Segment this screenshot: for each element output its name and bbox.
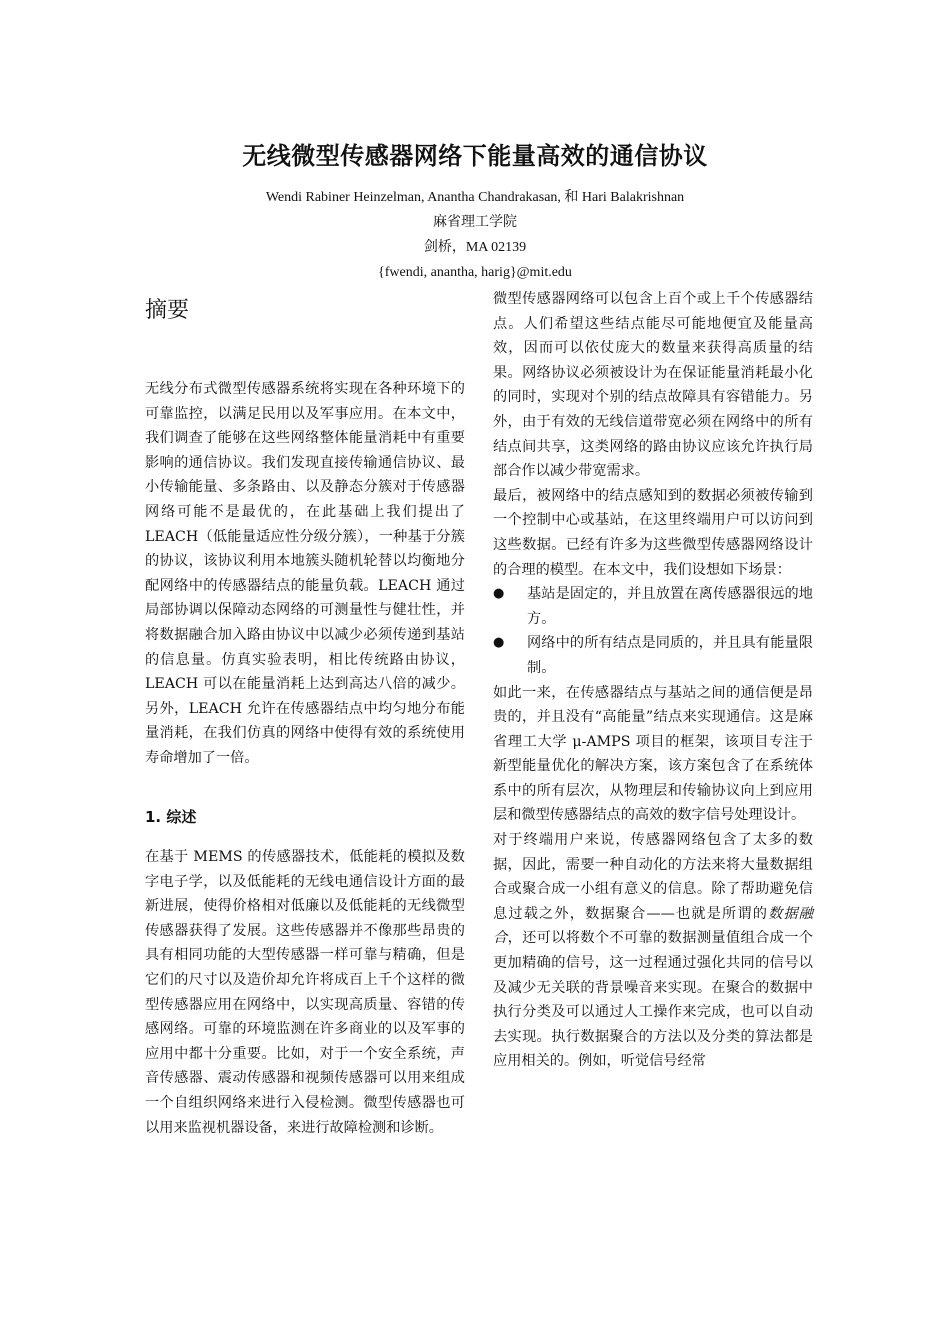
address: 剑桥，MA 02139 — [423, 240, 527, 255]
assumption-item-1 — [493, 582, 813, 631]
left-column — [145, 295, 465, 1140]
affiliation: 麻省理工学院 — [433, 215, 517, 230]
assumption-item-2 — [493, 631, 813, 680]
section-1-heading: 1. 综述 — [145, 807, 197, 826]
section-1-paragraph-1: 在基于 MEMS 的传感器技术，低能耗的模拟及数字电子学，以及低能耗的无线电通信设计方面的最新进展，使得价格相对低廉以及低能耗的无线微型传感器获得了发展。这些传感器并不像那些昂贵的具有相同功能的大型传感器一样可靠与精确，但是它们的尺寸以及造价却允许将成百上千个这样的微型传感器应用在网络中，以实现高质量、容错的传感网络。可靠的环境监测在许多商业的以及军事的应用中都十分重要。比如，对于一个安全系统，声音传感器、震动传感器和视频传感器可以用来组成一个自组织网络来进行入侵检测。微型传感器也可以用来监视机器设备，来进行故障检测和诊断。 — [145, 849, 465, 1136]
paper-header — [0, 136, 950, 285]
email: {fwendi, anantha, harig}@mit.edu — [378, 265, 572, 280]
assumption-text-2: 网络中的所有结点是同质的，并且具有能量限制。 — [527, 635, 813, 676]
paragraph-5-text-b: ，还可以将数个不可靠的数据测量值组合成一个更加精确的信号，这一过程通过强化共同的信号以及减少无关联的背景噪音来实现。在聚合的数据中执行分类及可以通过人工操作来完成，也可以自动去实现。执行数据聚合的方法以及分类的算法都是应用相关的。例如，听觉信号经常 — [493, 930, 813, 1070]
section-1-paragraph-4: 如此一来，在传感器结点与基站之间的通信便是昂贵的，并且没有“高能量”结点来实现通信。这是麻省理工大学 μ-AMPS 项目的框架，该项目专注于新型能量优化的解决方案，该方案包含了在系统体系中的所有层次，从物理层和传输协议向上到应用层和微型传感器结点的高效的数字信号处理设计。 — [493, 684, 813, 824]
section-1-paragraph-2: 微型传感器网络可以包含上百个或上千个传感器结点。人们希望这些结点能尽可能地便宜及能量高效，因而可以依仗庞大的数量来获得高质量的结果。网络协议必须被设计为在保证能量消耗最小化的同时，实现对个别的结点故障具有容错能力。另外，由于有效的无线信道带宽必须在网络中的所有结点间共享，这类网络的路由协议应该允许执行局部合作以减少带宽需求。 — [493, 291, 813, 480]
bullet-icon: ● — [493, 635, 505, 651]
author-list: Wendi Rabiner Heinzelman, Anantha Chandrakasan, 和 Hari Balakrishnan — [265, 190, 685, 205]
bullet-icon: ● — [493, 586, 505, 602]
section-1-paragraph-5 — [493, 828, 813, 1074]
assumption-text-1: 基站是固定的，并且放置在离传感器很远的地方。 — [527, 586, 813, 627]
abstract-text: 无线分布式微型传感器系统将实现在各种环境下的可靠监控，以满足民用以及军事应用。在本文中，我们调查了能够在这些网络整体能量消耗中有重要影响的通信协议。我们发现直接传输通信协议、最小传输能量、多条路由、以及静态分簇对于传感器网络可能不是最优的，在此基础上我们提出了 LEACH（低能量适应性分级分簇），一种基于分簇的协议，该协议利用本地簇头随机轮替以均衡地分配网络中的传感器结点的能量负载。LEACH 通过局部协调以保障动态网络的可测量性与健壮性，并将数据融合加入路由协议中以减少必须传递到基站的信息量。仿真实验表明，相比传统路由协议，LEACH 可以在能量消耗上达到高达八倍的减少。另外，LEACH 允许在传感器结点中均匀地分布能量消耗，在我们仿真的网络中使得有效的系统使用寿命增加了一倍。 — [145, 381, 465, 766]
section-1-paragraph-3: 最后，被网络中的结点感知到的数据必须被传输到一个控制中心或基站，在这里终端用户可以访问到这些数据。已经有许多为这些微型传感器网络设计的合理的模型。在本文中，我们设想如下场景： — [493, 487, 813, 578]
right-column — [493, 287, 813, 1074]
assumption-list — [493, 582, 813, 680]
data-fusion-term: 数据融合 — [493, 905, 813, 947]
paragraph-5-text-a: 对于终端用户来说，传感器网络包含了太多的数据，因此，需要一种自动化的方法来将大量数据组合或聚合成一小组有意义的信息。除了帮助避免信息过载之外，数据聚合——也就是所谓的 — [493, 832, 813, 922]
abstract-heading: 摘要 — [145, 298, 190, 323]
paper-title: 无线微型传感器网络下能量高效的通信协议 — [242, 142, 708, 170]
